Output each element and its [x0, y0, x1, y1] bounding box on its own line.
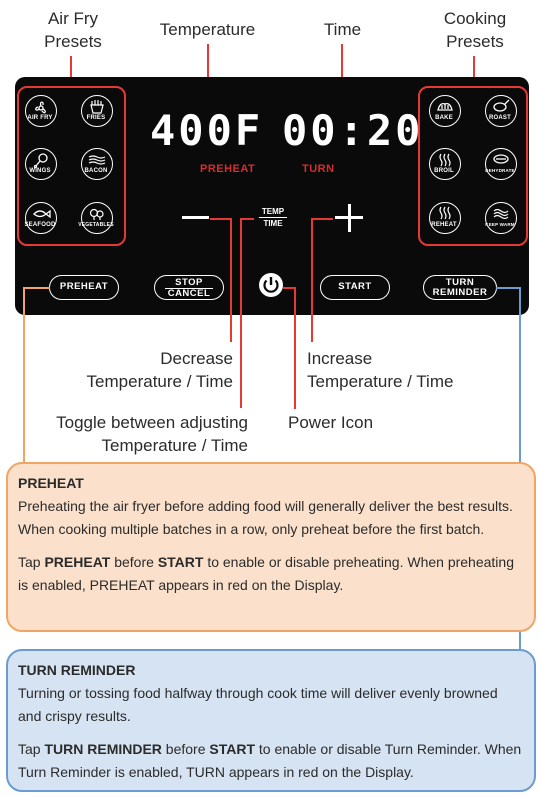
preset-dehydrate-label: DEHYDRATE — [485, 168, 515, 173]
increase-callout-line-v — [311, 218, 313, 342]
preset-reheat-button[interactable] — [429, 202, 461, 234]
power-button[interactable] — [257, 270, 287, 300]
preheat-button[interactable]: PREHEAT — [49, 275, 119, 300]
temp-time-toggle[interactable] — [253, 207, 293, 233]
bacon-icon — [82, 149, 112, 179]
vegetables-icon — [82, 203, 112, 233]
air-fry-presets-label-line1: Air Fry — [47, 9, 99, 28]
increase-label — [307, 347, 507, 393]
power-callout-line-v — [294, 287, 296, 409]
preheat-p2-e: to enable or disable preheating. When preheating is enabled, PREHEAT appears in red on the Display. — [18, 554, 514, 593]
cooking-presets-label-line1: Cooking — [443, 9, 507, 28]
preset-reheat-label: REHEAT — [431, 222, 457, 228]
turn-connector-h — [496, 287, 521, 289]
preheat-connector-v — [23, 287, 25, 463]
broil-icon — [430, 149, 460, 179]
plus-icon — [333, 202, 365, 234]
start-button[interactable]: START — [320, 275, 390, 300]
power-icon-label: Power Icon — [288, 413, 374, 432]
preheat-p2-b: PREHEAT — [44, 554, 111, 570]
turn-reminder-info-box — [6, 649, 536, 792]
preset-vegetables-label: VEGETABLES — [78, 222, 114, 228]
preset-broil-button[interactable] — [429, 148, 461, 180]
increase-button[interactable] — [333, 202, 365, 234]
toggle-label-line2: Temperature / Time — [101, 436, 248, 455]
increase-callout-line-h — [311, 218, 333, 220]
bake-icon — [430, 96, 460, 126]
cooking-presets-label-line2: Presets — [446, 32, 504, 51]
fries-icon — [82, 96, 112, 126]
increase-label-line2: Temperature / Time — [307, 372, 454, 391]
preset-bacon-label: BACON — [84, 168, 108, 174]
preset-seafood-button[interactable] — [25, 202, 57, 234]
preset-roast-button[interactable] — [485, 95, 517, 127]
stop-cancel-button[interactable] — [154, 275, 224, 300]
preheat-info-title: PREHEAT — [18, 475, 84, 491]
temp-label: TEMP — [261, 207, 285, 216]
temperature-display: 400F — [150, 106, 264, 155]
preset-bake-label: BAKE — [435, 115, 453, 121]
turn-info-p1: Turning or tossing food halfway through cook time will deliver evenly browned and crispy results. — [18, 685, 498, 724]
preheat-p2-a: Tap — [18, 554, 45, 570]
temperature-label: Temperature — [159, 20, 256, 39]
roast-icon — [486, 96, 516, 126]
turn-info-p2 — [18, 738, 524, 784]
decrease-button[interactable] — [180, 202, 210, 232]
wings-icon — [26, 149, 56, 179]
increase-label-line1: Increase — [307, 349, 373, 368]
preheat-indicator: PREHEAT — [200, 163, 256, 175]
decrease-label — [50, 347, 233, 393]
decrease-callout-line-h — [210, 218, 232, 220]
turn-p2-b: TURN REMINDER — [44, 741, 162, 757]
toggle-callout-line-h — [240, 218, 254, 220]
turn-info-title: TURN REMINDER — [18, 662, 136, 678]
time-toggle-label: TIME — [263, 219, 283, 229]
preset-keep-warm-button[interactable] — [485, 202, 517, 234]
turn-reminder-button[interactable] — [423, 275, 497, 300]
preset-fries-button[interactable] — [81, 95, 113, 127]
preset-wings-button[interactable] — [25, 148, 57, 180]
preset-roast-label: ROAST — [489, 115, 511, 121]
power-callout-line-h — [283, 287, 296, 289]
preheat-connector-h — [23, 287, 50, 289]
preheat-info-p1: Preheating the air fryer before adding food will generally deliver the best results. When cooking multiple batches in a row, only preheat before the first batch. — [18, 498, 513, 537]
preset-bacon-button[interactable] — [81, 148, 113, 180]
turn-indicator: TURN — [302, 163, 335, 175]
reminder-label: REMINDER — [432, 287, 488, 298]
turn-label: TURN — [445, 277, 475, 288]
preset-air-fry-button[interactable] — [25, 95, 57, 127]
toggle-label — [10, 411, 248, 457]
stop-label: STOP — [175, 277, 203, 288]
dehydrate-icon — [486, 149, 516, 179]
toggle-callout-line — [240, 218, 242, 408]
turn-p2-e: to enable or disable Turn Reminder. When Turn Reminder is enabled, TURN appears in red on the Display. — [18, 741, 522, 780]
turn-p2-c: before — [161, 741, 210, 757]
preset-broil-label: BROIL — [434, 168, 454, 174]
cooking-presets-label — [435, 7, 515, 53]
preset-fries-label: FRIES — [86, 115, 106, 121]
turn-p2-a: Tap — [18, 741, 45, 757]
decrease-label-line2: Temperature / Time — [86, 372, 233, 391]
preset-bake-button[interactable] — [429, 95, 461, 127]
preheat-p2-d: START — [157, 554, 204, 570]
preset-dehydrate-button[interactable] — [485, 148, 517, 180]
air-fry-presets-label — [38, 7, 108, 53]
preheat-p2-c: before — [110, 554, 158, 570]
decrease-label-line1: Decrease — [160, 349, 233, 368]
preset-vegetables-button[interactable] — [78, 202, 114, 234]
keep-warm-icon — [486, 203, 516, 233]
time-label: Time — [323, 20, 362, 39]
turn-p2-d: START — [209, 741, 256, 757]
seafood-icon — [26, 203, 56, 233]
cancel-label: CANCEL — [167, 288, 211, 299]
time-display: 00:20 — [282, 106, 424, 155]
toggle-divider — [259, 217, 287, 218]
fan-icon — [26, 96, 56, 126]
preset-wings-label: WINGS — [29, 168, 51, 174]
reheat-icon — [430, 203, 460, 233]
preheat-info-box — [6, 462, 536, 632]
power-icon — [257, 270, 287, 300]
preset-keep-warm-label: KEEP WARM — [485, 222, 515, 227]
minus-icon — [182, 216, 209, 219]
preset-air-fry-label: AIR FRY — [27, 115, 53, 121]
toggle-label-line1: Toggle between adjusting — [56, 413, 248, 432]
preset-seafood-label: SEAFOOD — [24, 222, 56, 228]
preheat-info-p2 — [18, 551, 524, 597]
air-fry-presets-label-line2: Presets — [44, 32, 102, 51]
decrease-callout-line-v — [230, 218, 232, 342]
